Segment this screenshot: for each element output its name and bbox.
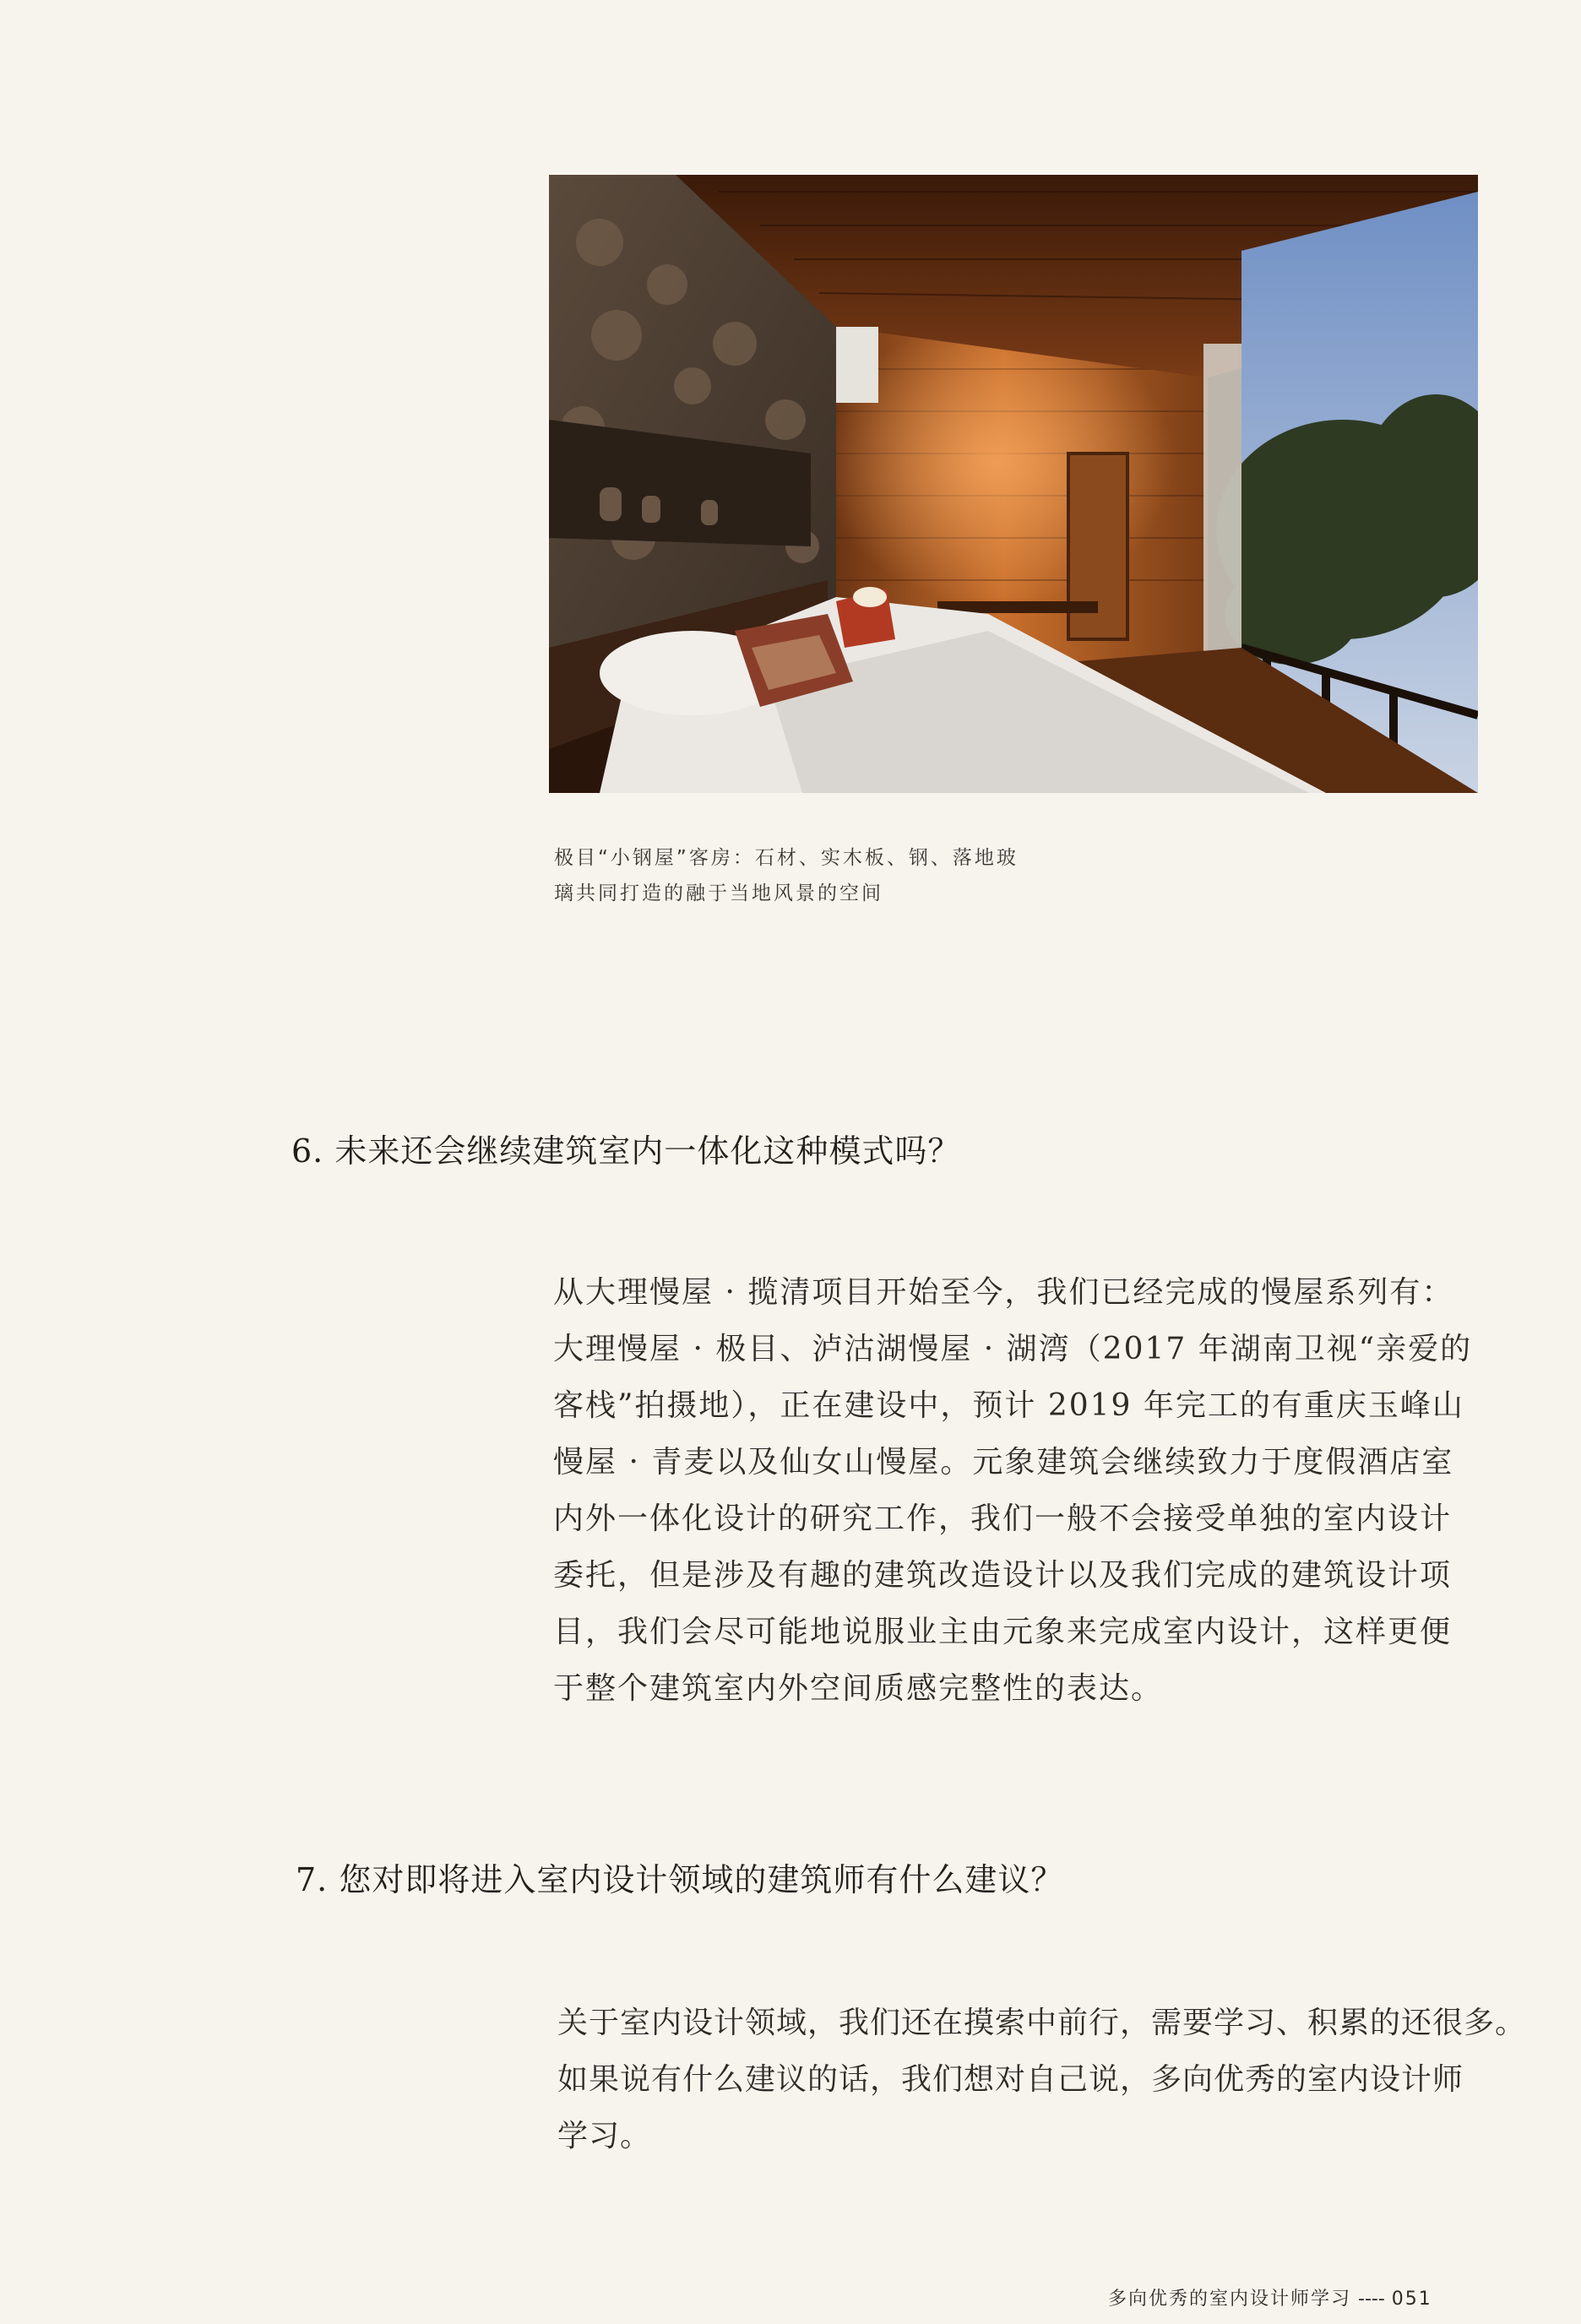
answer-6-line: 委托，但是涉及有趣的建筑改造设计以及我们完成的建筑设计项 — [553, 1558, 1453, 1593]
question-6-heading: 6. 未来还会继续建筑室内一体化这种模式吗？ — [291, 1132, 961, 1170]
page-number: 051 — [1391, 2289, 1432, 2310]
answer-7-line: 如果说有什么建议的话，我们想对自己说，多向优秀的室内设计师 — [557, 2062, 1464, 2097]
answer-6-line: 目，我们会尽可能地说服业主由元象来完成室内设计，这样更便 — [553, 1615, 1453, 1649]
answer-6-paragraph — [553, 1264, 1472, 1717]
answer-6-line: 内外一体化设计的研究工作，我们一般不会接受单独的室内设计 — [553, 1501, 1453, 1536]
caption-line: 极目“小钢屋”客房：石材、实木板、钢、落地玻 — [554, 847, 1019, 869]
answer-6-line: 从大理慢屋 · 揽清项目开始至今，我们已经完成的慢屋系列有： — [553, 1275, 1454, 1310]
answer-6-line: 客栈”拍摄地），正在建设中，预计 2019 年完工的有重庆玉峰山 — [553, 1388, 1464, 1423]
caption-line: 璃共同打造的融于当地风景的空间 — [554, 882, 883, 904]
bedroom-photo — [549, 175, 1478, 793]
answer-7-paragraph — [557, 1995, 1526, 2164]
answer-6-line: 大理慢屋 · 极目、泸沽湖慢屋 · 湖湾（2017 年湖南卫视“亲爱的 — [553, 1332, 1473, 1366]
bedroom-photo-icon — [549, 175, 1478, 793]
answer-7-line: 学习。 — [557, 2119, 652, 2153]
answer-7-line: 关于室内设计领域，我们还在摸索中前行，需要学习、积累的还很多。 — [557, 2006, 1527, 2040]
footer-dash: ---- — [1358, 2289, 1385, 2310]
photo-caption — [554, 840, 1196, 911]
answer-6-line: 慢屋 · 青麦以及仙女山慢屋。元象建筑会继续致力于度假酒店室 — [553, 1445, 1454, 1480]
page-footer — [1108, 2284, 1432, 2310]
footer-title: 多向优秀的室内设计师学习 — [1108, 2289, 1352, 2310]
question-7-heading: 7. 您对即将进入室内设计领域的建筑师有什么建议？ — [296, 1861, 1064, 1898]
answer-6-line: 于整个建筑室内外空间质感完整性的表达。 — [553, 1671, 1164, 1706]
